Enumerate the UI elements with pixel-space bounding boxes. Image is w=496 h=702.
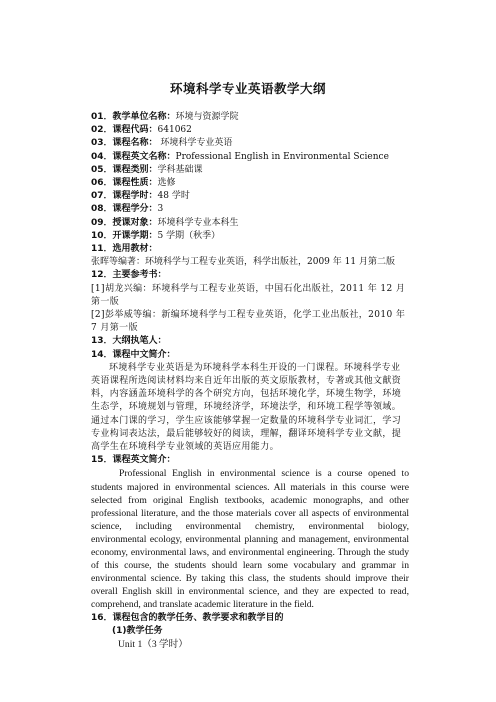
course-info-value: 641062 [157,125,192,136]
course-info-value: 3 [157,204,164,215]
course-info-value: 5 学期（秋季） [157,230,221,241]
syllabus-body [91,111,409,651]
course-info-row [91,151,409,164]
english-intro-text: Professional English in environmental science is a course opened to students majored in environmental sciences. All materials in this course were selected from original English textbooks, academic monographs, and other professional literature, and the those materials cover all aspects of environmental science, including environmental chemistry, environmental biology, environmental ecology, environmental planning and management, environmental economy, environmental laws, and environmental engineering. Through the study of this course, the students should learn some vocabulary and grammar in environmental science. By taking this class, the students should improve their overall English skill in environmental science, and they are expected to read, comprehend, and translate academic literature in the field. [91,468,409,611]
course-info-label: 02．课程代码： [91,125,158,136]
course-info-value: 学科基础课 [157,164,203,175]
course-info-label: 10．开课学期： [91,230,158,241]
course-info-row [91,124,409,137]
course-info-row [91,230,409,243]
course-info-value: 48 学时 [157,191,190,202]
page-title: 环境科学专业英语教学大纲 [169,81,326,96]
section-16 [91,612,409,625]
unit-1-label: Unit 1（3 学时） [118,638,188,650]
course-info-list [91,111,409,243]
section-12-label: 12．主要参考书： [91,270,167,281]
course-info-row [91,203,409,216]
course-info-row [91,190,409,203]
section-11 [91,243,409,256]
course-info-value: 环境科学专业英语 [157,138,233,149]
course-info-row [91,177,409,190]
reference-1: [1]胡龙兴编：环境科学与工程专业英语，中国石化出版社，2011 年 12 月第一版 [91,283,406,307]
textbook-text: 张晖等编著：环境科学与工程专业英语，科学出版社，2009 年 11 月第二版 [91,257,395,268]
course-info-label: 03．课程名称： [91,138,158,149]
course-info-row [91,217,409,230]
section-14 [91,349,409,362]
course-info-value: 环境与资源学院 [175,112,239,122]
course-info-label: 01．教学单位名称： [91,112,176,122]
section-15-label: 15．课程英文简介： [91,455,176,466]
section-14-label: 14．课程中文简介： [91,349,176,360]
course-info-row [91,111,409,124]
course-info-label: 04．课程英文名称： [91,151,176,162]
course-info-row [91,137,409,150]
course-info-value: 环境科学专业本科生 [157,217,239,228]
course-info-row [91,164,409,177]
section-16-label: 16．课程包含的教学任务、教学要求和教学目的 [91,612,284,623]
course-info-label: 08．课程学分： [91,204,158,215]
section-15 [91,454,409,467]
teaching-task-heading: (1)教学任务 [112,625,163,636]
section-13 [91,335,409,348]
section-12 [91,269,409,282]
course-info-label: 06．课程性质： [91,178,158,189]
course-info-label: 09．授课对象： [91,217,158,228]
course-info-value: Professional English in Environmental Science [175,151,389,162]
section-13-label: 13．大纲执笔人： [91,336,167,347]
section-11-label: 11．选用教材： [91,244,158,255]
course-info-value: 选修 [157,178,176,189]
course-info-label: 07．课程学时： [91,191,158,202]
course-info-label: 05．课程类别： [91,164,158,175]
chinese-intro-text: 环境科学专业英语是为环境科学本科生开设的一门课程。环境科学专业英语课程所选阅读材料均来自近年出版的英文原版教材，专著或其他文献资料，内容涵盖环境科学的各个研究方向，包括环境化学，环境生物学，环境生态学，环境规划与管理，环境经济学，环境法学，和环境工程学等领域。通过本门课的学习，学生应该能够掌握一定数量的环境科学专业词汇，学习专业构词表达法，最后能够较好的阅读，理解，翻译环境科学专业文献，提高学生在环境科学专业领域的英语应用能力。 [91,362,402,453]
reference-2: [2]彭举威等编：新编环境科学与工程专业英语，化学工业出版社，2010 年 7 月第一版 [91,310,406,334]
